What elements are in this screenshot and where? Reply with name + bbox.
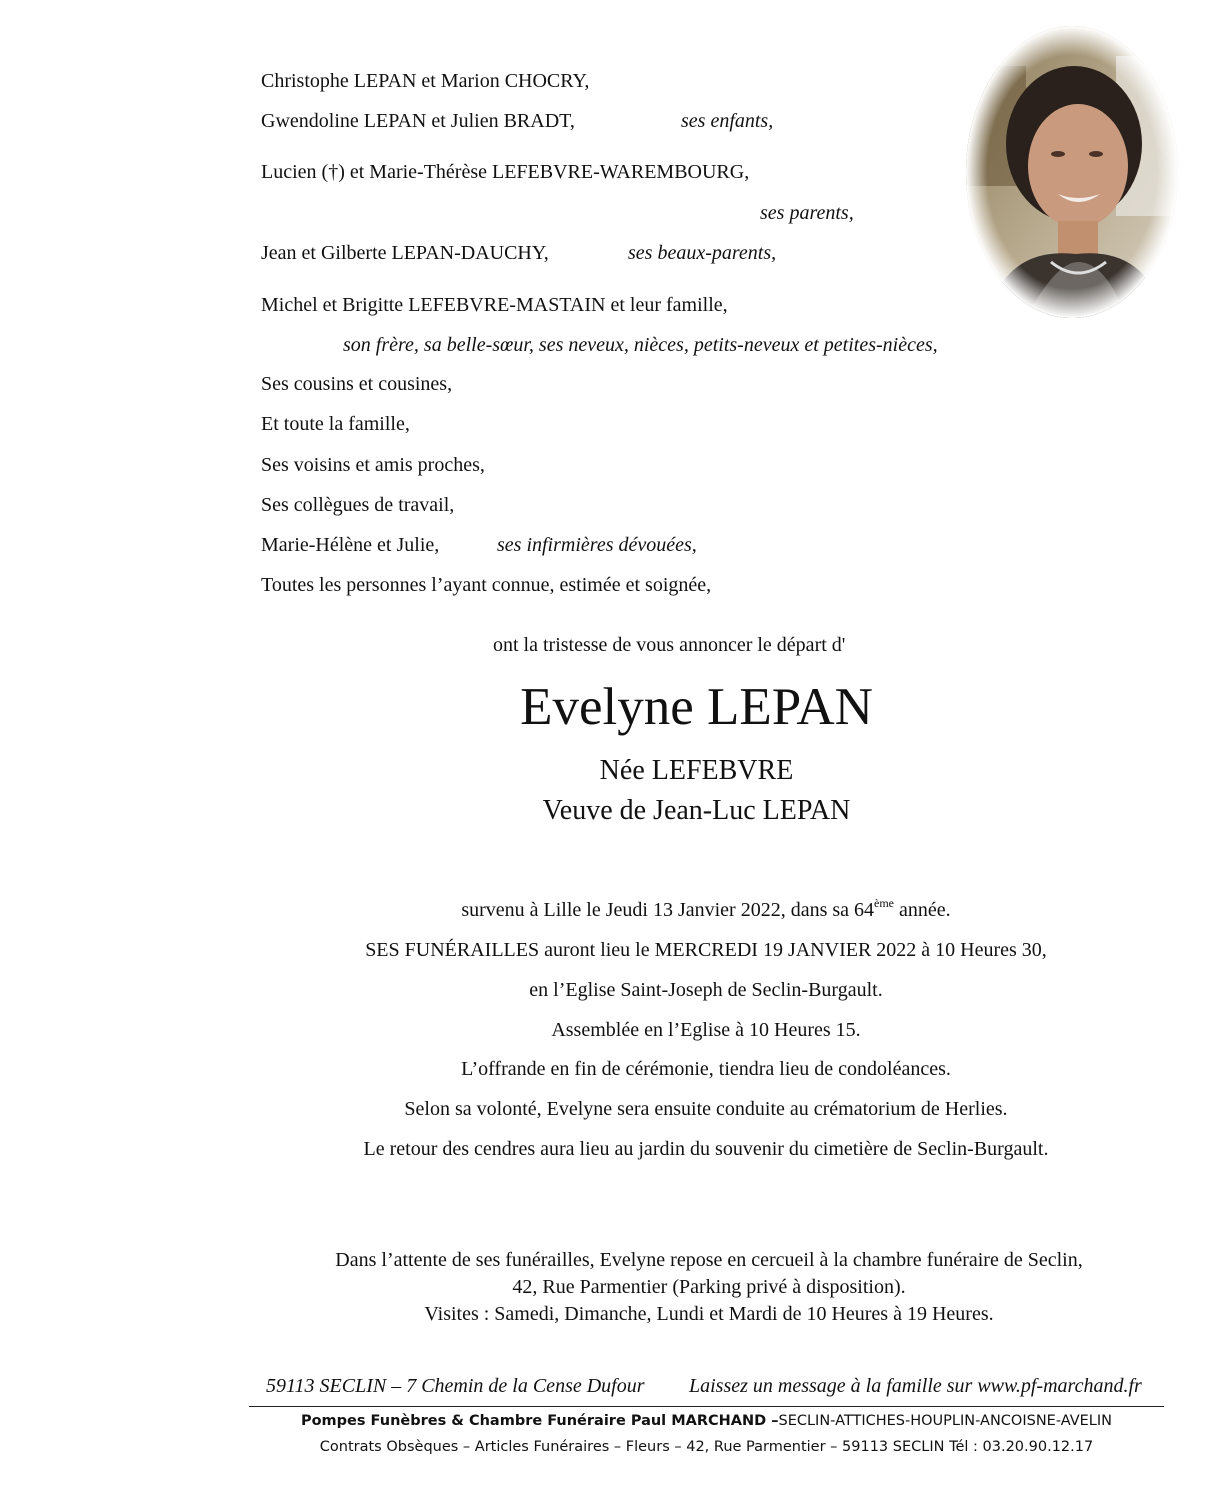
death-details-end: année. [894, 899, 951, 921]
death-details-text: survenu à Lille le Jeudi 13 Janvier 2022, dans sa 64 [461, 899, 875, 921]
funeral-date: SES FUNÉRAILLES auront lieu le MERCREDI 19 JANVIER 2022 à 10 Heures 30, [365, 939, 1047, 961]
family-line-colleagues: Ses collègues de travail, [261, 494, 455, 516]
assembly-time: Assemblée en l’Eglise à 10 Heures 15. [551, 1019, 861, 1041]
family-line-nurses: Marie-Hélène et Julie, [261, 534, 440, 556]
family-line-in-laws: Jean et Gilberte LEPAN-DAUCHY, [261, 242, 549, 264]
footer-services: Contrats Obsèques – Articles Funéraires – Fleurs – 42, Rue Parmentier – 59113 SECLIN Tél : 03.20.90.12.17 [319, 1439, 1094, 1455]
family-line-all: Toutes les personnes l’ayant connue, estimée et soignée, [261, 574, 712, 596]
portrait-photo [966, 26, 1178, 318]
family-line-neighbours: Ses voisins et amis proches, [261, 454, 485, 476]
ordinal-suffix: ème [874, 896, 895, 910]
family-line-children-2: Gwendoline LEPAN et Julien BRADT, [261, 110, 575, 132]
footer-divider [249, 1406, 1164, 1407]
family-line-parents: Lucien (†) et Marie-Thérèse LEFEBVRE-WAREMBOURG, [261, 161, 750, 183]
footer-company-locations: SECLIN-ATTICHES-HOUPLIN-ANCOISNE-AVELIN [778, 1413, 1113, 1429]
deceased-widow-of: Veuve de Jean-Luc LEPAN [542, 795, 851, 826]
family-line-cousins: Ses cousins et cousines, [261, 373, 453, 395]
family-role-in-laws: ses beaux-parents, [628, 242, 777, 264]
funeral-church: en l’Eglise Saint-Joseph de Seclin-Burgault. [529, 979, 883, 1001]
death-details [0, 898, 1214, 922]
footer-company-name: Pompes Funèbres & Chambre Funéraire Paul MARCHAND – [300, 1413, 779, 1429]
family-role-brother: son frère, sa belle-sœur, ses neveux, nièces, petits-neveux et petites-nièces, [343, 334, 938, 356]
family-line-brother: Michel et Brigitte LEFEBVRE-MASTAIN et leur famille, [261, 294, 728, 316]
ashes-note: Le retour des cendres aura lieu au jardin du souvenir du cimetière de Seclin-Burgault. [363, 1138, 1049, 1160]
deceased-name: Evelyne LEPAN [520, 678, 873, 736]
deceased-maiden-name: Née LEFEBVRE [599, 755, 794, 786]
family-role-children: ses enfants, [681, 110, 774, 132]
visiting-hours: Visites : Samedi, Dimanche, Lundi et Mardi de 10 Heures à 19 Heures. [424, 1303, 994, 1325]
offering-note: L’offrande en fin de cérémonie, tiendra lieu de condoléances. [461, 1058, 951, 1080]
repose-address: 42, Rue Parmentier (Parking privé à disposition). [512, 1276, 906, 1298]
family-role-nurses: ses infirmières dévouées, [497, 534, 697, 556]
announcement-text: ont la tristesse de vous annoncer le départ d' [493, 634, 846, 656]
footer-address: 59113 SECLIN – 7 Chemin de la Cense Dufour [266, 1375, 645, 1397]
cremation-note: Selon sa volonté, Evelyne sera ensuite conduite au crématorium de Herlies. [404, 1098, 1008, 1120]
footer-message-link[interactable]: Laissez un message à la famille sur www.pf-marchand.fr [689, 1375, 1142, 1397]
family-line-family: Et toute la famille, [261, 413, 410, 435]
family-line-children-1: Christophe LEPAN et Marion CHOCRY, [261, 70, 590, 92]
footer-company [0, 1413, 1214, 1429]
family-role-parents: ses parents, [760, 202, 854, 224]
repose-location: Dans l’attente de ses funérailles, Evelyne repose en cercueil à la chambre funéraire de Seclin, [335, 1249, 1083, 1271]
